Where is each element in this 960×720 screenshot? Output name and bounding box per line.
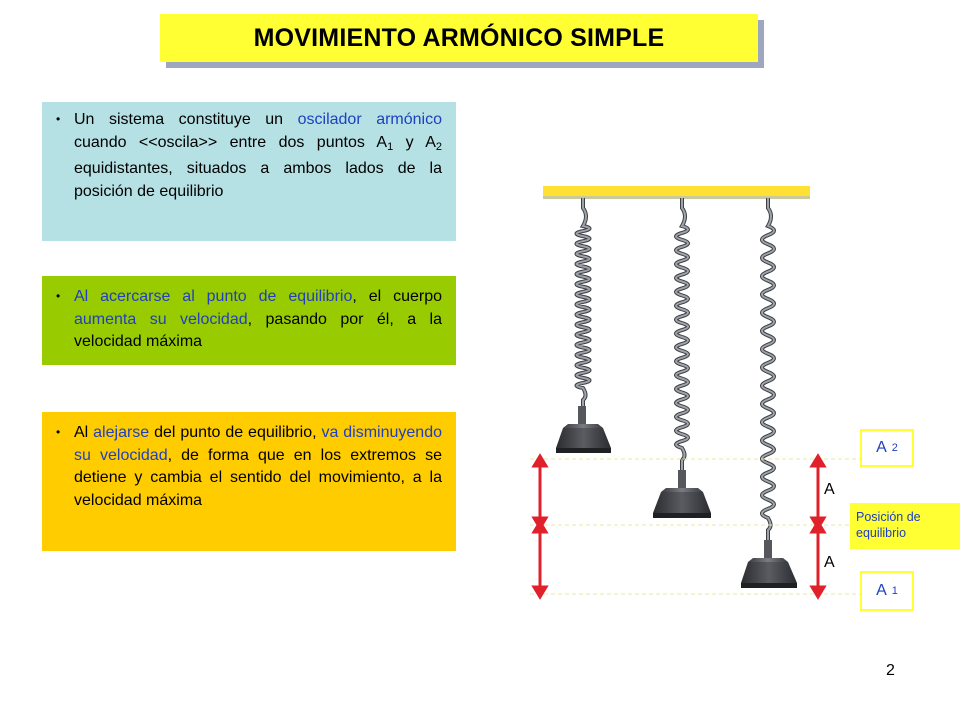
highlight-oscillator: oscilador armónico [297,111,442,128]
label-a2-subscript: 2 [891,442,898,454]
subscript-1: 1 [387,140,394,153]
amplitude-lower-label: A [824,554,835,571]
mass-2 [653,470,711,518]
highlight-increases-speed: aumenta su velocidad [74,310,248,328]
left-arrow-lower-head-bottom [534,587,546,597]
text-run: del punto de equilibrio, [149,424,322,441]
label-a1-letter: A [876,582,887,599]
label-a2 [860,429,914,467]
highlight-approaching: Al acercarse al punto de equilibrio [74,288,353,305]
text-run: equidistantes, situados a ambos lados de la posición de equilibrio [74,160,442,200]
right-arrow-upper-head-top [812,456,824,466]
label-a1 [860,571,914,611]
amplitude-upper-label: A [824,481,835,498]
text-run: y A [393,133,436,151]
text-run: , pasando por él, a la velocidad máxima [74,310,443,350]
text-run: cuando <<oscila>> entre dos puntos A [74,133,388,151]
text-run: , el cuerpo [352,288,442,305]
right-arrow-lower-head-bottom [812,587,824,597]
bullet-icon: • [56,425,61,439]
subscript-2: 2 [435,140,442,153]
bullet-icon: • [56,289,61,303]
text-run: Un sistema constituye un [74,111,298,128]
label-a2-letter: A [876,439,887,456]
left-arrow-upper-head-top [534,456,546,466]
equilibrium-label: Posición de equilibrio [850,503,960,549]
mass-3 [741,540,797,588]
text-run: , de forma que en los extremos se detiene y cambia el sentido del movimiento, a la velocidad máxima [74,446,442,509]
page-title: MOVIMIENTO ARMÓNICO SIMPLE [160,14,758,62]
page-number: 2 [886,662,895,679]
bullet-icon: • [56,112,61,126]
highlight-decreasing-speed: va disminuyendo su velocidad [74,424,442,464]
label-a1-subscript: 1 [891,585,898,597]
text-run: Al [74,424,94,441]
highlight-moving-away: alejarse [93,424,150,441]
mass-1 [556,406,611,453]
